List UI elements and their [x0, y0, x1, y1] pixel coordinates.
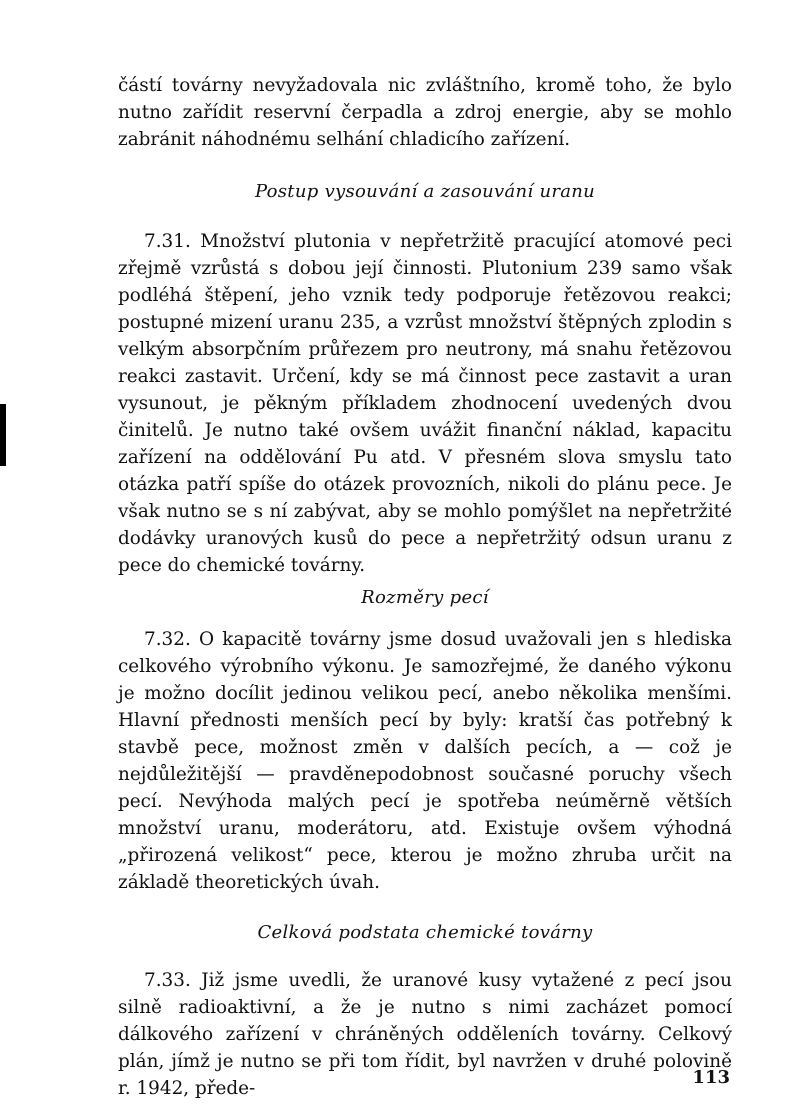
paragraph-7-31	[118, 228, 732, 579]
section-heading-uranium-handling: Postup vysouvání a zasouvání uranu	[254, 181, 596, 202]
paragraph-text: Množství plutonia v nepřetržitě pracující atomové peci zřejmě vzrůstá s dobou její činnosti. Plutonium 239 samo však podléhá štěpení, jeho vznik tedy podporuje řetězovou reakci; postupné mizení uranu 235, a vzrůst množství štěpných zplodin s velkým absorpčním průřezem pro neutrony, má snahu řetězovou reakci zastavit. Určení, kdy se má činnost pece zastavit a uran vysunout, je pěkným příkladem zhodnocení uvedených dvou činitelů. Je nutno také ovšem uvážit finanční náklad, kapacitu zařízení na oddělování Pu atd. V přesném slova smyslu tato otázka patří spíše do otázek provozních, nikoli do plánu pece. Je však nutno se s ní zabývat, aby se mohlo pomýšlet na nepřetržité dodávky uranových kusů do pece a nepřetržitý odsun uranu z pece do chemické továrny.	[118, 231, 732, 576]
paragraph-7-32	[118, 626, 732, 896]
paragraph-text: Již jsme uvedli, že uranové kusy vytažené z pecí jsou silně radioaktivní, a že je nutno s nimi zacházet pomocí dálkového zařízení v chráněných odděleních továrny. Celkový plán, jímž je nutno se při tom řídit, byl navržen v druhé polovině r. 1942, přede-	[118, 970, 732, 1099]
paragraph-text: O kapacitě továrny jsme dosud uvažovali jen s hlediska celkového výrobního výkonu. Je samozřejmé, že daného výkonu je možno docílit jedinou velikou pecí, anebo několika menšími. Hlavní přednosti menších pecí by byly: kratší čas potřebný k stavbě pece, možnost změn v dalších pecích, a — což je nejdůležitější — pravděnepodobnost současné poruchy všech pecí. Nevýhoda malých pecí je spotřeba neúměrně větších množství uranu, moderátoru, atd. Existuje ovšem výhodná „přirozená velikost“ pece, kterou je možno zhruba určit na základě theoretických úvah.	[118, 629, 732, 893]
page-number: 113	[692, 1067, 730, 1088]
continuation-text: částí továrny nevyžadovala nic zvláštního, kromě toho, že bylo nutno zařídit reservní čerpadla a zdroj energie, aby se mohlo zabránit náhodnému selhání chladicího zařízení.	[118, 75, 732, 150]
binding-edge-mark	[0, 404, 6, 466]
paragraph-number: 7.32.	[144, 629, 191, 650]
section-heading-reactor-dimensions: Rozměry pecí	[361, 587, 489, 608]
continuation-paragraph	[118, 72, 732, 153]
section-heading-chemical-plant: Celková podstata chemické továrny	[257, 922, 593, 943]
paragraph-7-33	[118, 967, 732, 1102]
paragraph-number: 7.33.	[144, 970, 191, 991]
paragraph-number: 7.31.	[144, 231, 191, 252]
text-column	[118, 70, 732, 1102]
